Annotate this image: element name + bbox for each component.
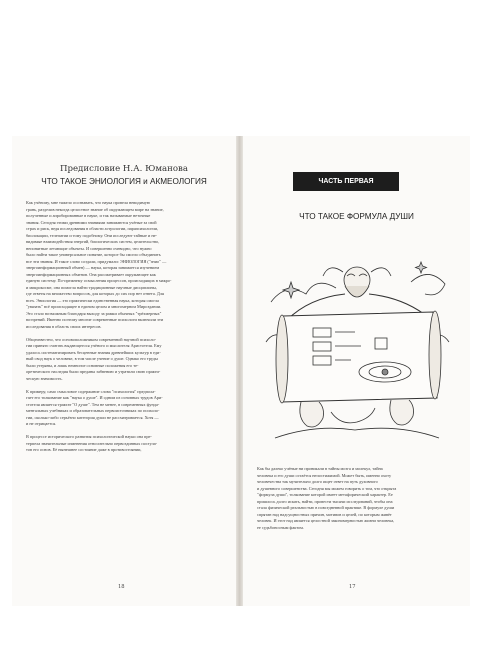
text-line: ее судьбоносным фактом. (257, 524, 304, 530)
text-line: человечества так мучительно долго ищет ответ на путь духовного (257, 479, 378, 484)
text-line (26, 382, 224, 388)
text-line: "формула души", толкование которой имеет метафорический характер. Ее (257, 492, 393, 497)
left-page-title: ЧТО ТАКОЕ ЭНИОЛОГИЯ и АКМЕОЛОГИЯ (41, 177, 207, 186)
text-line: и микрокосме, она помогла найти традиционные научные дисциплины, (26, 284, 157, 290)
left-page-number: 18 (118, 584, 125, 590)
text-line: были утеряны, и лишь немногие основные положения его те- (26, 362, 139, 368)
text-line: гии принято считать выдающегося учёного и мыслителя Аристотеля. Ему (26, 343, 162, 348)
text-line: удалось систематизировать бесценные знания древнейших культур в еди- (26, 349, 161, 355)
text-line: гии, сколько-либо серьёзно категория души не рассматривается. Хотя — (26, 414, 159, 420)
text-line: стотеля является трактат "О душе". Тем не менее, в современных фунда- (26, 401, 160, 407)
text-line (26, 330, 224, 336)
text-line: все эти знания. И такое слово создали, придумали: ЭНИОЛОГИЯ ("энио" — (26, 258, 167, 264)
part-label-box: ЧАСТЬ ПЕРВАЯ (293, 172, 399, 191)
text-line: Это стало возможным благодаря выходу за рамки обычных "трёхмерных" (26, 310, 162, 316)
text-line: видимые взаимодействия энергий, биологических систем, целительство, (26, 239, 160, 244)
text-line: грань, разделив некогда целостное знание об окружающем мире на знание, (26, 206, 164, 212)
text-line: единую систему. По-прежнему осмысления процессов, происходящих в макро- (26, 278, 172, 283)
text-line: В процессе исторического развития психологической науки она пре- (26, 434, 152, 439)
text-line: "увязать" всё происходящее в едином целом и многомерном Мироздании. (26, 304, 162, 309)
text-line: было найти такое универсальное понятие, которое бы смогло объединить (26, 252, 161, 257)
text-line: человек. И этот над является целостной закономерностью жизни человека, (257, 518, 395, 523)
text-line: и душевного совершенства. Сегодня мы можем говорить о том, что открыта (257, 485, 397, 491)
illustration-formula-scroll (261, 242, 453, 450)
text-line: оретического наследия были преданы забвению и утратили свою практи- (26, 369, 161, 374)
text-line: исследования в область своих интересов. (26, 323, 102, 329)
preface-heading: Предисловие Н.А. Юманова (59, 164, 189, 174)
text-line: терпела значительные изменения относительно первоздинных постула- (26, 440, 158, 446)
text-line: воззрений. Именно поэтому многие современные психологи включили эти (26, 317, 164, 322)
text-line: биолокации, телепатии и тому подобному. Они исследуют тайные и не- (26, 232, 157, 238)
text-line: тов его основ. Её нынешнее состояние даже в противостоянии, (26, 447, 142, 452)
text-line (26, 428, 224, 434)
text-line: непонятные летающие объекты. И совершенно очевидно, что нужно (26, 245, 152, 251)
text-line: гает его толкование как "наука о душе". И одним из основных трудов Ари- (26, 395, 163, 400)
text-line: энергоинформационных обменов. Она рассматривает окружающее как (26, 271, 156, 277)
left-page (12, 136, 236, 606)
text-line: энергоинформационный обмен) — наука, которая занимается изучением (26, 265, 160, 270)
text-line: полученные и апробированные в науке, и так называемые неточные (26, 213, 151, 218)
book-gutter (236, 136, 243, 606)
text-line: Общеизвестно, что основоположником современной научной психоло- (26, 336, 157, 342)
text-line: ный свод наук о человеке, в том числе учение о душе. Однако его труды (26, 356, 158, 361)
text-line: всех. Эниология — это практически единственная наука, которая смогла (26, 297, 159, 303)
text-line: страх и риск, ведя исследования в области астрологии, парапсихологии, (26, 226, 158, 231)
right-page-title: ЧТО ТАКОЕ ФОРМУЛА ДУШИ (299, 212, 414, 221)
text-line: ментальных учебниках и образовательных первоисточниках по психоло- (26, 408, 160, 413)
text-line: человека и его души остаётся непостижимой. Может быть, именно охоту (257, 472, 392, 478)
text-line: знания. Сегодня этими древними знаниями занимаются учёные за свой (26, 219, 157, 225)
text-line: К примеру, само смысловое содержание слова "психология" предпола- (26, 388, 156, 394)
text-line: и не отрицается. (26, 421, 57, 426)
text-line: где ответы на множество вопросов, для которых до сих пор нет ответа. Для (26, 291, 164, 296)
text-line: Как бы далеко учёные ни проникали в тайны мозга и молекул, тайна (257, 466, 383, 471)
text-line: спрятан над надсущностных причин, мотивов и целей, по которым живёт (257, 511, 392, 517)
text-line: ческую значимость. (26, 375, 63, 381)
right-page (243, 136, 470, 606)
right-page-number: 17 (349, 584, 356, 590)
text-line: пришлось долго искать, найти, провести тысячи исследований, чтобы она (257, 498, 393, 504)
text-line: Как учёному, мне тяжело осознавать, что наука провела невидимую (26, 200, 151, 205)
text-line: стала физической реальностью в повседневной практике. В формуле души (257, 505, 395, 510)
